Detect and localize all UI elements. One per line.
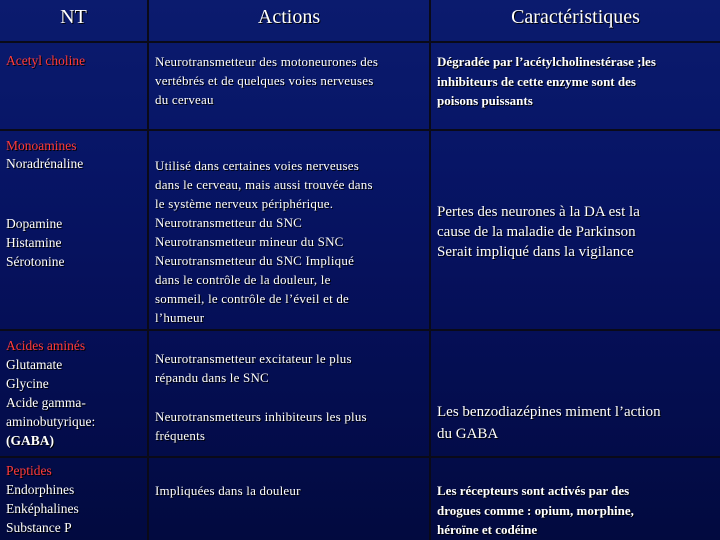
nt-noradrenaline: Noradrénaline bbox=[6, 156, 84, 171]
text-line: du cerveau bbox=[155, 92, 214, 107]
nt-gaba-name-1: Acide gamma- bbox=[6, 395, 86, 410]
text-line: Dégradée par l’acétylcholinestérase ;les bbox=[437, 54, 656, 69]
nt-dopamine: Dopamine bbox=[6, 216, 63, 231]
nt-gaba: (GABA) bbox=[6, 433, 54, 448]
grid-line-row3 bbox=[0, 456, 720, 458]
text-line: dans le contrôle de la douleur, le bbox=[155, 272, 331, 287]
characteristics-acetylcholine bbox=[437, 52, 717, 111]
text-line: Serait impliqué dans la vigilance bbox=[437, 244, 634, 260]
text-line: Impliquées dans la douleur bbox=[155, 483, 301, 498]
characteristics-monoamines bbox=[437, 202, 717, 262]
nt-peptides bbox=[6, 461, 146, 537]
nt-monoamines bbox=[6, 137, 146, 173]
header-characteristics: Caractéristiques bbox=[511, 6, 640, 28]
nt-enkephalines: Enképhalines bbox=[6, 501, 79, 516]
nt-gaba-name-2: aminobutyrique: bbox=[6, 414, 96, 429]
nt-amino-acids-title: Acides aminés bbox=[6, 338, 86, 353]
text-line: sommeil, le contrôle de l’éveil et de bbox=[155, 291, 350, 306]
grid-line-col2 bbox=[429, 0, 431, 540]
text-line: poisons puissants bbox=[437, 93, 533, 108]
characteristics-peptides bbox=[437, 481, 717, 540]
text-line: Les récepteurs sont activés par des bbox=[437, 483, 630, 498]
text-line: inhibiteurs de cette enzyme sont des bbox=[437, 73, 636, 89]
text-line: vertébrés et de quelques voies nerveuses bbox=[155, 73, 374, 88]
nt-serotonine: Sérotonine bbox=[6, 254, 65, 269]
text-line: Neurotransmetteurs inhibiteurs les plus bbox=[155, 409, 367, 424]
text-line: Les benzodiazépines miment l’action bbox=[437, 404, 661, 420]
text-line: Neurotransmetteur du SNC bbox=[155, 215, 303, 230]
text-line: Neurotransmetteur excitateur le plus bbox=[155, 351, 352, 366]
characteristics-amino-acids bbox=[437, 401, 717, 445]
text-line: héroïne et codéine bbox=[437, 522, 538, 537]
nt-monoamines-title: Monoamines bbox=[6, 138, 77, 153]
nt-substance-p: Substance P bbox=[6, 520, 72, 535]
header-nt: NT bbox=[60, 6, 87, 28]
text-line: Utilisé dans certaines voies nerveuses bbox=[155, 158, 359, 173]
nt-monoamines-list bbox=[6, 214, 146, 271]
text-line: Neurotransmetteur du SNC Impliqué bbox=[155, 253, 355, 268]
header-actions: Actions bbox=[257, 6, 321, 28]
text-line: cause de la maladie de Parkinson bbox=[437, 224, 636, 240]
nt-endorphines: Endorphines bbox=[6, 482, 75, 497]
grid-line-header bbox=[0, 41, 720, 43]
nt-peptides-title: Peptides bbox=[6, 463, 52, 478]
grid-line-row1 bbox=[0, 129, 720, 131]
text-line: Neurotransmetteur des motoneurones des bbox=[155, 54, 379, 69]
text-line: du GABA bbox=[437, 426, 499, 442]
text-line: le système nerveux périphérique. bbox=[155, 196, 334, 211]
nt-histamine: Histamine bbox=[6, 235, 62, 250]
actions-monoamines bbox=[155, 156, 425, 327]
grid-line-row2 bbox=[0, 329, 720, 331]
text-line: Pertes des neurones à la DA est la bbox=[437, 204, 640, 220]
nt-glutamate: Glutamate bbox=[6, 357, 63, 372]
grid-line-col1 bbox=[147, 0, 149, 540]
text-line: fréquents bbox=[155, 428, 206, 443]
nt-glycine: Glycine bbox=[6, 376, 49, 391]
actions-gaba bbox=[155, 407, 425, 445]
nt-acetylcholine: Acetyl choline bbox=[6, 53, 86, 68]
actions-peptides bbox=[155, 481, 425, 500]
text-line: répandu dans le SNC bbox=[155, 370, 269, 385]
text-line: dans le cerveau, mais aussi trouvée dans bbox=[155, 177, 373, 192]
actions-glutamate bbox=[155, 349, 425, 387]
text-line: drogues comme : opium, morphine, bbox=[437, 502, 634, 518]
actions-acetylcholine bbox=[155, 52, 425, 109]
nt-amino-acids bbox=[6, 336, 146, 450]
text-line: Neurotransmetteur mineur du SNC bbox=[155, 234, 344, 249]
text-line: l’humeur bbox=[155, 310, 205, 325]
